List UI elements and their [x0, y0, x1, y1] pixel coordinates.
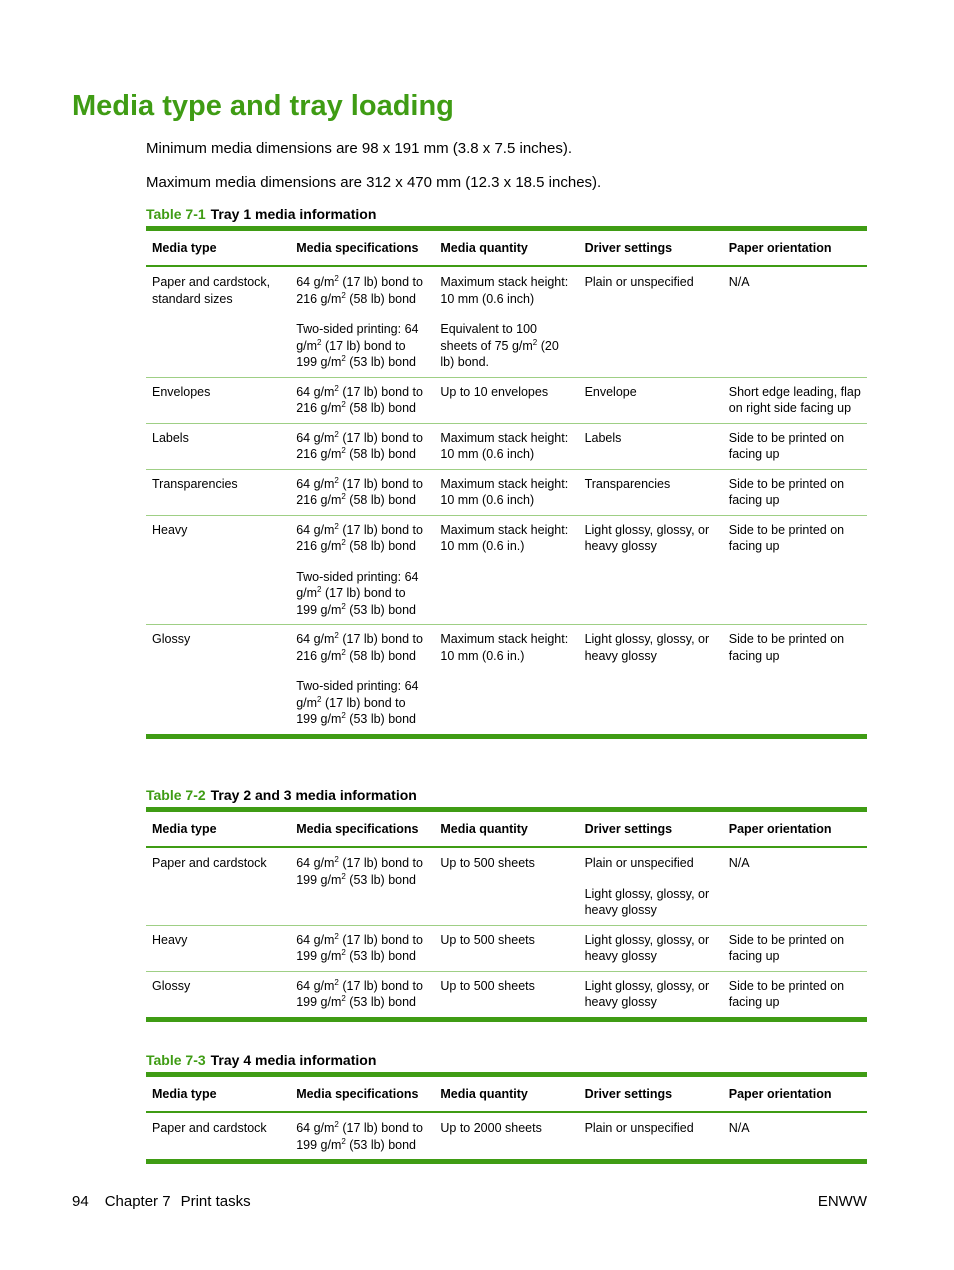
- cell-text: 64 $g/m^2$ (17 lb) bond to 199 $g/m^2$ (53 lb) bond: [296, 1120, 423, 1152]
- cell-text: 64 $g/m^2$ (17 lb) bond to 216 $g/m^2$ (58 lb) bond: [296, 475, 423, 507]
- cell-text: Light glossy, glossy, or heavy glossy: [584, 932, 710, 963]
- table-block-tray4: [146, 1052, 867, 1164]
- cell-text: Side to be printed on facing up: [728, 932, 845, 963]
- table-cell: [290, 423, 434, 469]
- table-cell: [579, 625, 723, 737]
- table-cell: [434, 423, 578, 469]
- table-cell: [723, 515, 867, 625]
- cell-text: Plain or unspecified: [584, 275, 694, 289]
- table-row: [146, 847, 867, 925]
- table-caption: [146, 787, 867, 807]
- table-row: [146, 1112, 867, 1162]
- chapter-label: Chapter 7: [104, 1193, 171, 1210]
- cell-text: Plain or unspecified: [584, 1121, 694, 1135]
- table-row: [146, 925, 867, 971]
- table-cell: [434, 925, 578, 971]
- cell-text: 64 $g/m^2$ (17 lb) bond to 216 $g/m^2$ (58 lb) bond: [296, 383, 423, 415]
- table-cell: [146, 515, 290, 625]
- cell-text: Maximum stack height: 10 mm (0.6 in.): [440, 522, 569, 553]
- table-cell: [146, 266, 290, 377]
- table-row: [146, 266, 867, 377]
- table-cell: [290, 625, 434, 737]
- table-cell: [146, 423, 290, 469]
- table-cell: [723, 925, 867, 971]
- footer-right: ENWW: [817, 1193, 867, 1210]
- cell-text: Two-sided printing: 64 $g/m^2$ (17 lb) bond to 199 $g/m^2$ (53 lb) bond: [296, 679, 419, 726]
- column-header: Media type: [146, 1075, 290, 1113]
- cell-text: Light glossy, glossy, or heavy glossy: [584, 886, 710, 917]
- cell-text: Light glossy, glossy, or heavy glossy: [584, 522, 710, 553]
- column-header: Paper orientation: [723, 229, 867, 267]
- table-number: Table 7-1: [146, 206, 206, 222]
- table-cell: [146, 925, 290, 971]
- cell-text: Two-sided printing: 64 $g/m^2$ (17 lb) bond to 199 $g/m^2$ (53 lb) bond: [296, 322, 419, 369]
- page-number: 94: [72, 1193, 89, 1210]
- table-cell: [146, 625, 290, 737]
- column-header: Paper orientation: [723, 1075, 867, 1113]
- column-header: Driver settings: [579, 810, 723, 848]
- cell-text: Side to be printed on facing up: [728, 476, 845, 507]
- table-block-tray1: [146, 206, 867, 739]
- cell-text: Glossy: [152, 632, 191, 646]
- table-cell: [146, 377, 290, 423]
- cell-text: N/A: [728, 275, 750, 289]
- cell-text: Light glossy, glossy, or heavy glossy: [584, 632, 710, 663]
- table-row: [146, 515, 867, 625]
- cell-text: Equivalent to 100 sheets of 75 $g/m^2$ (20 lb) bond.: [440, 322, 559, 369]
- cell-text: 64 $g/m^2$ (17 lb) bond to 199 $g/m^2$ (53 lb) bond: [296, 855, 423, 887]
- cell-text: N/A: [728, 1121, 750, 1135]
- table-cell: [579, 1112, 723, 1162]
- cell-text: Plain or unspecified: [584, 856, 694, 870]
- table-cell: [290, 377, 434, 423]
- column-header: Media type: [146, 229, 290, 267]
- cell-text: Transparencies: [152, 476, 238, 491]
- page-title: Media type and tray loading: [72, 90, 454, 122]
- table-cell: [434, 469, 578, 515]
- cell-text: Up to 500 sheets: [440, 978, 535, 993]
- table-cell: [579, 515, 723, 625]
- table-cell: [434, 847, 578, 925]
- table-cell: [579, 377, 723, 423]
- column-header: Media quantity: [434, 229, 578, 267]
- cell-text: Labels: [584, 430, 622, 445]
- table-cell: [290, 847, 434, 925]
- cell-text: Side to be printed on facing up: [728, 632, 845, 663]
- table-cell: [290, 515, 434, 625]
- table-title: Tray 4 media information: [210, 1052, 377, 1068]
- cell-text: Maximum stack height: 10 mm (0.6 inch): [440, 476, 569, 507]
- table-row: [146, 377, 867, 423]
- section-label: Print tasks: [180, 1193, 251, 1210]
- table-cell: [146, 1112, 290, 1162]
- table-row: [146, 625, 867, 737]
- media-table: [146, 807, 867, 1022]
- table-number: Table 7-3: [146, 1052, 206, 1068]
- table-cell: [723, 469, 867, 515]
- cell-text: Heavy: [152, 522, 188, 537]
- cell-text: Short edge leading, flap on right side facing up: [728, 384, 861, 415]
- cell-text: Up to 500 sheets: [440, 932, 535, 947]
- cell-text: Maximum stack height: 10 mm (0.6 inch): [440, 430, 569, 461]
- cell-text: Paper and cardstock, standard sizes: [152, 275, 271, 306]
- cell-text: Side to be printed on facing up: [728, 978, 845, 1009]
- cell-text: 64 $g/m^2$ (17 lb) bond to 199 $g/m^2$ (53 lb) bond: [296, 977, 423, 1009]
- table-cell: [290, 971, 434, 1019]
- cell-text: 64 $g/m^2$ (17 lb) bond to 216 $g/m^2$ (58 lb) bond: [296, 521, 423, 553]
- table-cell: [723, 971, 867, 1019]
- cell-text: Envelopes: [152, 384, 211, 399]
- cell-text: 64 $g/m^2$ (17 lb) bond to 216 $g/m^2$ (58 lb) bond: [296, 631, 423, 663]
- table-cell: [434, 515, 578, 625]
- cell-text: 64 $g/m^2$ (17 lb) bond to 216 $g/m^2$ (58 lb) bond: [296, 429, 423, 461]
- table-cell: [723, 847, 867, 925]
- table-cell: [579, 847, 723, 925]
- column-header: Media specifications: [290, 1075, 434, 1113]
- table-cell: [434, 1112, 578, 1162]
- table-cell: [434, 266, 578, 377]
- table-cell: [146, 469, 290, 515]
- table-title: Tray 2 and 3 media information: [210, 787, 417, 803]
- cell-text: Heavy: [152, 932, 188, 947]
- max-dimensions-text: Maximum media dimensions are 312 x 470 mm (12.3 x 18.5 inches).: [146, 174, 602, 191]
- table-block-tray2-3: [146, 787, 867, 1022]
- table-caption: [146, 206, 867, 226]
- media-table: [146, 226, 867, 739]
- column-header: Driver settings: [579, 1075, 723, 1113]
- cell-text: 64 $g/m^2$ (17 lb) bond to 216 $g/m^2$ (58 lb) bond: [296, 274, 423, 306]
- cell-text: Transparencies: [584, 476, 671, 491]
- table-title: Tray 1 media information: [210, 206, 377, 222]
- cell-text: Two-sided printing: 64 $g/m^2$ (17 lb) bond to 199 $g/m^2$ (53 lb) bond: [296, 569, 419, 617]
- table-cell: [723, 625, 867, 737]
- column-header: Paper orientation: [723, 810, 867, 848]
- cell-text: Up to 10 envelopes: [440, 384, 549, 399]
- table-cell: [146, 847, 290, 925]
- cell-text: Labels: [152, 430, 189, 445]
- table-cell: [290, 925, 434, 971]
- table-row: [146, 469, 867, 515]
- table-cell: [434, 625, 578, 737]
- cell-text: Paper and cardstock: [152, 1121, 267, 1135]
- table-cell: [290, 1112, 434, 1162]
- table-row: [146, 423, 867, 469]
- table-cell: [723, 266, 867, 377]
- table-cell: [146, 971, 290, 1019]
- cell-text: Side to be printed on facing up: [728, 430, 845, 461]
- cell-text: Paper and cardstock: [152, 856, 267, 870]
- table-cell: [579, 266, 723, 377]
- cell-text: Glossy: [152, 978, 191, 993]
- table-cell: [723, 377, 867, 423]
- column-header: Media quantity: [434, 1075, 578, 1113]
- cell-text: Maximum stack height: 10 mm (0.6 in.): [440, 632, 569, 663]
- table-cell: [290, 469, 434, 515]
- cell-text: Envelope: [584, 384, 637, 399]
- cell-text: Light glossy, glossy, or heavy glossy: [584, 978, 710, 1009]
- cell-text: Side to be printed on facing up: [728, 522, 845, 553]
- table-cell: [434, 377, 578, 423]
- cell-text: Maximum stack height: 10 mm (0.6 inch): [440, 275, 569, 306]
- table-cell: [579, 971, 723, 1019]
- table-cell: [579, 469, 723, 515]
- column-header: Media type: [146, 810, 290, 848]
- media-table: [146, 1072, 867, 1164]
- footer-left: [72, 1193, 251, 1210]
- table-cell: [434, 971, 578, 1019]
- column-header: Media specifications: [290, 229, 434, 267]
- cell-text: N/A: [728, 856, 750, 870]
- table-cell: [723, 423, 867, 469]
- table-cell: [579, 925, 723, 971]
- cell-text: Up to 500 sheets: [440, 856, 535, 870]
- table-cell: [723, 1112, 867, 1162]
- table-cell: [290, 266, 434, 377]
- cell-text: 64 $g/m^2$ (17 lb) bond to 199 $g/m^2$ (53 lb) bond: [296, 931, 423, 963]
- cell-text: Up to 2000 sheets: [440, 1121, 542, 1135]
- table-number: Table 7-2: [146, 787, 206, 803]
- table-row: [146, 971, 867, 1019]
- table-caption: [146, 1052, 867, 1072]
- table-cell: [579, 423, 723, 469]
- column-header: Media quantity: [434, 810, 578, 848]
- column-header: Media specifications: [290, 810, 434, 848]
- column-header: Driver settings: [579, 229, 723, 267]
- min-dimensions-text: Minimum media dimensions are 98 x 191 mm (3.8 x 7.5 inches).: [146, 140, 573, 157]
